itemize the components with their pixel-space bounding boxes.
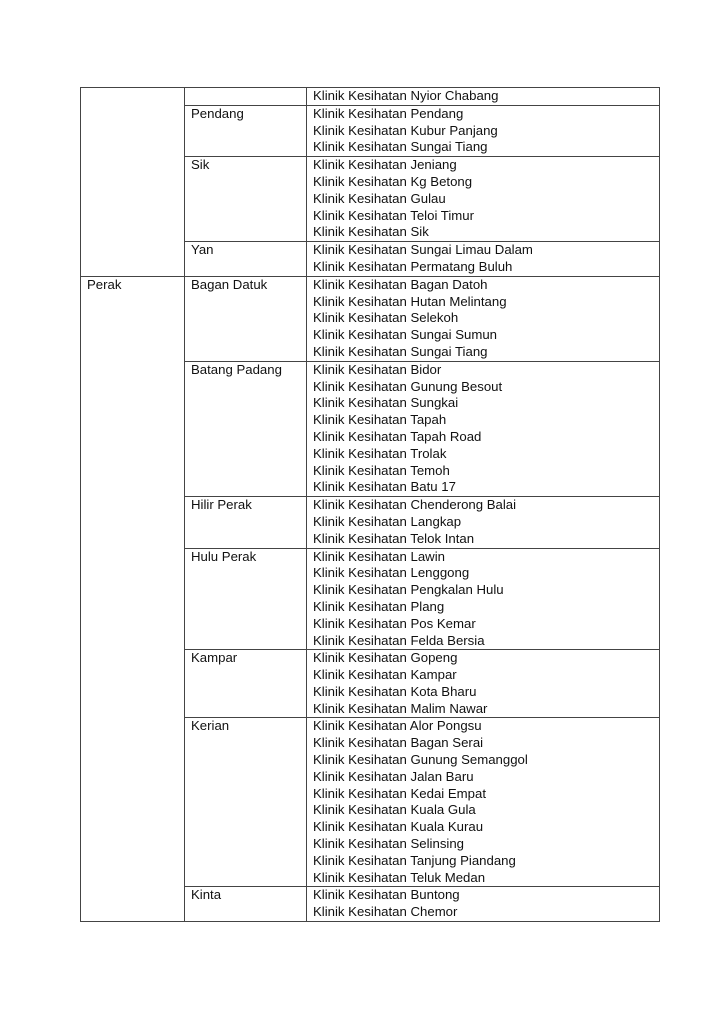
clinic-name: Klinik Kesihatan Teloi Timur <box>313 207 475 223</box>
clinic-table-body <box>81 88 660 922</box>
clinic-name: Klinik Kesihatan Gunung Semanggol <box>313 752 528 768</box>
clinic-name: Klinik Kesihatan Sungai Sumun <box>313 327 498 343</box>
clinic-name: Klinik Kesihatan Malim Nawar <box>313 700 488 716</box>
district-cell: Hulu Perak <box>185 548 307 650</box>
clinic-name: Klinik Kesihatan Chemor <box>313 904 458 920</box>
clinic-name: Klinik Kesihatan Jalan Baru <box>313 768 474 784</box>
clinic-name: Klinik Kesihatan Kota Bharu <box>313 683 477 699</box>
table-row <box>81 276 660 361</box>
clinic-name: Klinik Kesihatan Kubur Panjang <box>313 122 498 138</box>
clinic-name: Klinik Kesihatan Sungai Tiang <box>313 139 488 155</box>
clinic-table <box>80 87 660 922</box>
clinic-name: Klinik Kesihatan Kuala Kurau <box>313 819 484 835</box>
clinic-name: Klinik Kesihatan Gulau <box>313 190 446 206</box>
clinic-list-cell <box>307 361 660 496</box>
clinic-name: Klinik Kesihatan Kedai Empat <box>313 785 487 801</box>
clinic-name: Klinik Kesihatan Kuala Gula <box>313 802 476 818</box>
clinic-name: Klinik Kesihatan Gunung Besout <box>313 378 503 394</box>
state-cell <box>81 88 185 277</box>
clinic-list-cell <box>307 548 660 650</box>
clinic-list-cell <box>307 497 660 548</box>
clinic-name: Klinik Kesihatan Langkap <box>313 513 462 529</box>
clinic-list-cell <box>307 887 660 922</box>
clinic-name: Klinik Kesihatan Gopeng <box>313 650 458 666</box>
district-cell: Hilir Perak <box>185 497 307 548</box>
clinic-name: Klinik Kesihatan Pos Kemar <box>313 615 476 631</box>
district-cell: Bagan Datuk <box>185 276 307 361</box>
clinic-name: Klinik Kesihatan Pengkalan Hulu <box>313 582 504 598</box>
clinic-name: Klinik Kesihatan Tapah <box>313 412 447 428</box>
clinic-name: Klinik Kesihatan Sungai Limau Dalam <box>313 242 533 258</box>
clinic-list-cell <box>307 650 660 718</box>
clinic-list-cell <box>307 242 660 277</box>
district-cell: Kerian <box>185 718 307 887</box>
clinic-name: Klinik Kesihatan Sungkai <box>313 395 459 411</box>
clinic-name: Klinik Kesihatan Selinsing <box>313 836 465 852</box>
clinic-name: Klinik Kesihatan Kg Betong <box>313 173 473 189</box>
district-cell: Kampar <box>185 650 307 718</box>
clinic-name: Klinik Kesihatan Bidor <box>313 361 442 377</box>
clinic-name: Klinik Kesihatan Pendang <box>313 105 464 121</box>
clinic-name: Klinik Kesihatan Plang <box>313 598 445 614</box>
district-cell: Batang Padang <box>185 361 307 496</box>
state-cell: Perak <box>81 276 185 921</box>
clinic-name: Klinik Kesihatan Batu 17 <box>313 479 456 495</box>
clinic-name: Klinik Kesihatan Tapah Road <box>313 428 482 444</box>
clinic-list-cell <box>307 88 660 106</box>
district-cell: Sik <box>185 157 307 242</box>
clinic-name: Klinik Kesihatan Teluk Medan <box>313 869 486 885</box>
clinic-name: Klinik Kesihatan Jeniang <box>313 157 457 173</box>
clinic-list-cell <box>307 276 660 361</box>
clinic-name: Klinik Kesihatan Telok Intan <box>313 530 475 546</box>
table-row <box>81 88 660 106</box>
clinic-name: Klinik Kesihatan Alor Pongsu <box>313 718 482 734</box>
clinic-name: Klinik Kesihatan Temoh <box>313 462 450 478</box>
clinic-name: Klinik Kesihatan Bagan Serai <box>313 735 484 751</box>
district-cell: Pendang <box>185 105 307 156</box>
clinic-name: Klinik Kesihatan Nyior Chabang <box>313 88 499 103</box>
clinic-name: Klinik Kesihatan Hutan Melintang <box>313 293 507 309</box>
clinic-list-cell <box>307 105 660 156</box>
clinic-name: Klinik Kesihatan Buntong <box>313 887 460 903</box>
clinic-name: Klinik Kesihatan Kampar <box>313 667 457 683</box>
clinic-name: Klinik Kesihatan Lenggong <box>313 565 470 581</box>
clinic-name: Klinik Kesihatan Sik <box>313 224 429 240</box>
clinic-name: Klinik Kesihatan Chenderong Balai <box>313 497 517 513</box>
district-cell: Yan <box>185 242 307 277</box>
clinic-name: Klinik Kesihatan Selekoh <box>313 310 459 326</box>
district-cell: Kinta <box>185 887 307 922</box>
clinic-name: Klinik Kesihatan Sungai Tiang <box>313 343 488 359</box>
clinic-list-cell <box>307 718 660 887</box>
clinic-list-cell <box>307 157 660 242</box>
clinic-name: Klinik Kesihatan Permatang Buluh <box>313 258 513 274</box>
district-cell <box>185 88 307 106</box>
clinic-name: Klinik Kesihatan Tanjung Piandang <box>313 852 516 868</box>
clinic-name: Klinik Kesihatan Bagan Datoh <box>313 276 488 292</box>
clinic-name: Klinik Kesihatan Felda Bersia <box>313 632 485 648</box>
clinic-name: Klinik Kesihatan Lawin <box>313 548 445 564</box>
clinic-name: Klinik Kesihatan Trolak <box>313 445 447 461</box>
